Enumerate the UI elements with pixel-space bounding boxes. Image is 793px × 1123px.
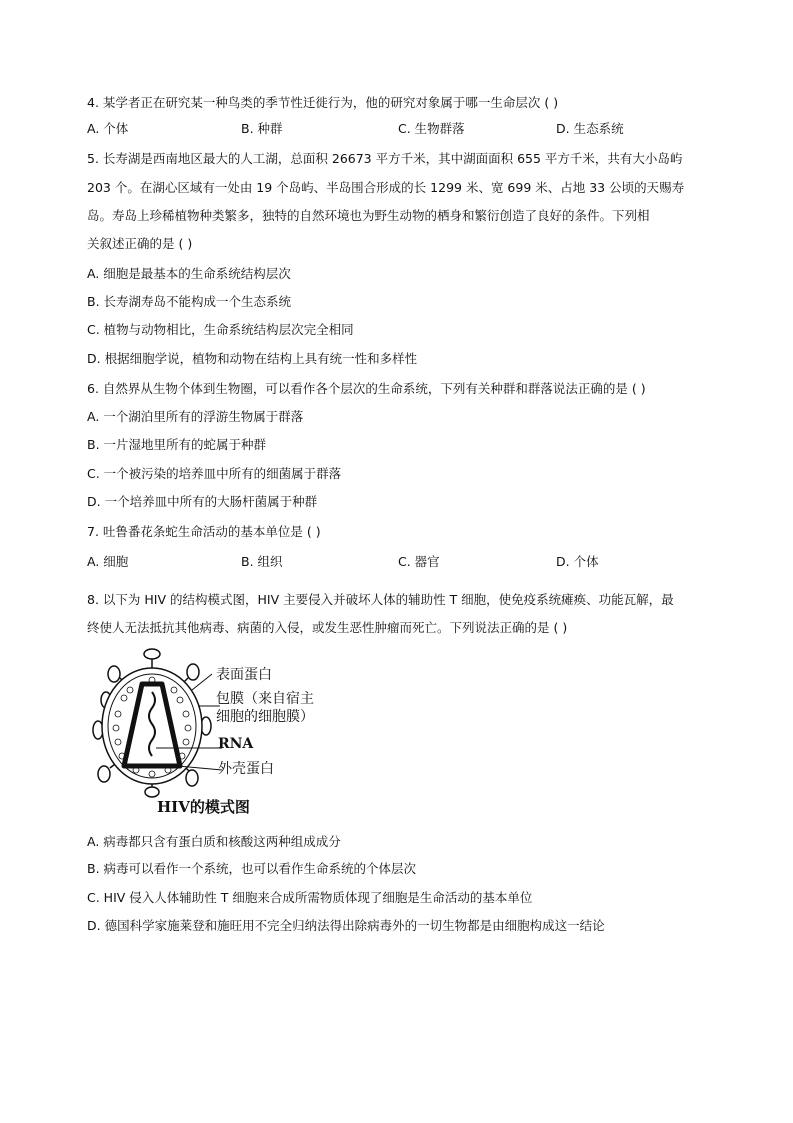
q8-line-2: 终使人无法抵抗其他病毒、病菌的入侵，或发生恶性肿瘤而死亡。下列说法正确的是 ( ) [87, 620, 568, 635]
label-capsid-protein: 外壳蛋白 [218, 761, 274, 777]
label-envelope: 包膜（来自宿主 [216, 691, 314, 707]
q6-option-d: D. 一个培养皿中所有的大肠杆菌属于种群 [87, 494, 318, 509]
q6-option-b: B. 一片湿地里所有的蛇属于种群 [87, 437, 267, 452]
q5-line-4: 关叙述正确的是 ( ) [87, 236, 193, 251]
q4-option-a: A. 个体 [87, 121, 129, 136]
q4-option-c: C. 生物群落 [398, 121, 465, 136]
q7-stem: 7. 吐鲁番花条蛇生命活动的基本单位是 ( ) [87, 524, 321, 539]
q8-option-b: B. 病毒可以看作一个系统，也可以看作生命系统的个体层次 [87, 861, 417, 876]
q7-option-c: C. 器官 [398, 554, 440, 569]
label-envelope-2: 细胞的细胞膜） [216, 709, 314, 725]
hiv-diagram [92, 648, 322, 820]
q5-option-c: C. 植物与动物相比，生命系统结构层次完全相同 [87, 322, 354, 337]
label-surface-protein: 表面蛋白 [216, 667, 272, 683]
q5-option-d: D. 根据细胞学说，植物和动物在结构上具有统一性和多样性 [87, 351, 418, 366]
q5-option-b: B. 长寿湖寿岛不能构成一个生态系统 [87, 294, 292, 309]
q8-option-c: C. HIV 侵入人体辅助性 T 细胞来合成所需物质体现了细胞是生命活动的基本单位 [87, 890, 533, 905]
q6-stem: 6. 自然界从生物个体到生物圈，可以看作各个层次的生命系统，下列有关种群和群落说法正确的是 ( ) [87, 381, 646, 396]
q6-option-a: A. 一个湖泊里所有的浮游生物属于群落 [87, 409, 304, 424]
q7-option-a: A. 细胞 [87, 554, 129, 569]
q8-option-a: A. 病毒都只含有蛋白质和核酸这两种组成成分 [87, 834, 341, 849]
q7-option-d: D. 个体 [556, 554, 599, 569]
q4-stem: 4. 某学者正在研究某一种鸟类的季节性迁徙行为，他的研究对象属于哪一生命层次 ( ) [87, 95, 559, 110]
label-rna: RNA [218, 736, 254, 752]
q4-option-d: D. 生态系统 [556, 121, 624, 136]
q5-option-a: A. 细胞是最基本的生命系统结构层次 [87, 266, 291, 281]
figure-caption: HIV的模式图 [157, 798, 250, 816]
q8-option-d: D. 德国科学家施莱登和施旺用不完全归纳法得出除病毒外的一切生物都是由细胞构成这一结论 [87, 918, 605, 933]
q4-option-b: B. 种群 [241, 121, 283, 136]
q6-option-c: C. 一个被污染的培养皿中所有的细菌属于群落 [87, 466, 342, 481]
q7-option-b: B. 组织 [241, 554, 283, 569]
q5-line-3: 岛。寿岛上珍稀植物种类繁多，独特的自然环境也为野生动物的栖身和繁衍创造了良好的条件。下列相 [87, 208, 650, 223]
q8-line-1: 8. 以下为 HIV 的结构模式图，HIV 主要侵入并破坏人体的辅助性 T 细胞，使免疫系统瘫痪、功能瓦解，最 [87, 592, 674, 607]
q5-line-2: 203 个。在湖心区域有一处由 19 个岛屿、半岛围合形成的长 1299 米、宽 699 米、占地 33 公顷的天赐寿 [87, 180, 685, 195]
q5-line-1: 5. 长寿湖是西南地区最大的人工湖，总面积 26673 平方千米，其中湖面面积 655 平方千米，共有大小岛屿 [87, 151, 683, 166]
